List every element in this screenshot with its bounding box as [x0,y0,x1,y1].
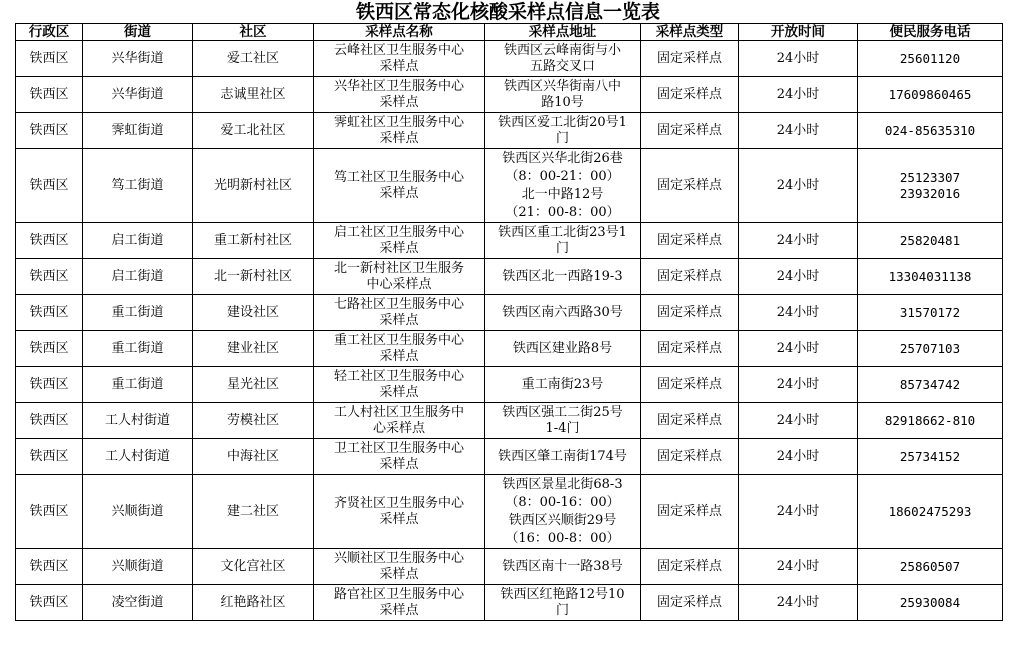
cell-site-name-line: 采样点 [379,348,419,364]
cell-community: 文化宫社区 [193,549,314,585]
cell-site-address-line: 门 [555,602,569,618]
cell-phone-line: 024-85635310 [884,122,976,138]
cell-community: 建设社区 [193,295,314,331]
cell-phone-line: 23932016 [899,185,961,201]
cell-site-name-line: 采样点 [379,94,419,110]
table-row [16,549,1003,585]
cell-open-hours: 24小时 [739,295,858,331]
table-row [16,77,1003,113]
cell-community: 爱工北社区 [193,113,314,149]
cell-site-name-line: 兴华社区卫生服务中心 [333,78,464,94]
cell-site-name-line: 兴顺社区卫生服务中心 [333,550,464,566]
cell-phone-line: 31570172 [899,304,961,320]
cell-site-type: 固定采样点 [641,331,739,367]
cell-district: 铁西区 [16,367,83,403]
cell-site-address-line: 五路交叉口 [529,58,595,74]
cell-site-address-line: 铁西区南十一路38号 [502,558,623,574]
cell-phone-line: 25707103 [899,340,961,356]
header-street: 街道 [83,24,193,41]
cell-community: 建业社区 [193,331,314,367]
cell-phone-line: 82918662-810 [884,412,976,428]
cell-site-address [485,549,641,585]
cell-open-hours: 24小时 [739,403,858,439]
cell-site-name [314,439,485,475]
cell-site-name-line: 采样点 [379,185,419,201]
cell-open-hours: 24小时 [739,77,858,113]
cell-site-type: 固定采样点 [641,223,739,259]
header-site-address: 采样点地址 [485,24,641,41]
cell-street: 兴华街道 [83,41,193,77]
cell-street: 工人村街道 [83,439,193,475]
cell-site-name [314,475,485,549]
cell-site-name-line: 笃工社区卫生服务中心 [333,169,464,185]
table-row [16,331,1003,367]
cell-site-address-line: 铁西区兴华北街26巷 [502,150,623,166]
cell-site-address-line: 北一中路12号 [521,186,604,202]
cell-district: 铁西区 [16,149,83,223]
cell-open-hours: 24小时 [739,41,858,77]
cell-district: 铁西区 [16,439,83,475]
table-row [16,149,1003,223]
cell-site-name-line: 采样点 [379,566,419,582]
cell-phone-line: 85734742 [899,376,961,392]
cell-phone [858,295,1003,331]
cell-site-type: 固定采样点 [641,41,739,77]
table-row [16,439,1003,475]
cell-site-name [314,367,485,403]
cell-site-address-line: 铁西区重工北街23号1 [498,224,627,240]
cell-site-type: 固定采样点 [641,149,739,223]
cell-site-address-line: 铁西区肇工南街174号 [498,448,627,464]
cell-site-address [485,41,641,77]
cell-phone-line: 25820481 [899,232,961,248]
cell-site-name-line: 采样点 [379,602,419,618]
cell-site-address-line: 铁西区建业路8号 [512,340,613,356]
cell-community: 建二社区 [193,475,314,549]
cell-phone [858,475,1003,549]
cell-community: 重工新村社区 [193,223,314,259]
cell-street: 工人村街道 [83,403,193,439]
cell-site-name [314,223,485,259]
cell-site-address [485,223,641,259]
cell-site-address [485,475,641,549]
cell-site-address-line: 铁西区强工二街25号 [502,404,623,420]
header-site-name: 采样点名称 [314,24,485,41]
cell-phone [858,367,1003,403]
table-row [16,403,1003,439]
cell-street: 霁虹街道 [83,113,193,149]
cell-site-name [314,41,485,77]
cell-site-name [314,259,485,295]
cell-site-address-line: 重工南街23号 [521,376,604,392]
cell-community: 星光社区 [193,367,314,403]
table-row [16,585,1003,621]
cell-open-hours: 24小时 [739,223,858,259]
table-row [16,259,1003,295]
cell-district: 铁西区 [16,403,83,439]
cell-community: 北一新村社区 [193,259,314,295]
cell-district: 铁西区 [16,77,83,113]
cell-phone [858,549,1003,585]
cell-community: 劳模社区 [193,403,314,439]
table-row [16,367,1003,403]
header-phone: 便民服务电话 [858,24,1003,41]
table-row [16,113,1003,149]
header-site-type: 采样点类型 [641,24,739,41]
cell-district: 铁西区 [16,331,83,367]
cell-site-name-line: 七路社区卫生服务中心 [333,296,464,312]
sampling-sites-table [15,23,1003,621]
cell-phone [858,149,1003,223]
cell-site-name [314,113,485,149]
cell-site-name-line: 采样点 [379,456,419,472]
cell-site-address-line: 铁西区南六西路30号 [502,304,623,320]
cell-site-name-line: 重工社区卫生服务中心 [333,332,464,348]
cell-open-hours: 24小时 [739,149,858,223]
cell-site-name-line: 路官社区卫生服务中心 [333,586,464,602]
cell-site-type: 固定采样点 [641,295,739,331]
cell-district: 铁西区 [16,585,83,621]
cell-site-address-line: 铁西区爱工北街20号1 [498,114,627,130]
cell-site-name [314,585,485,621]
cell-open-hours: 24小时 [739,549,858,585]
cell-phone-line: 25123307 [899,169,961,185]
cell-community: 爱工社区 [193,41,314,77]
cell-site-name-line: 采样点 [379,312,419,328]
cell-site-address-line: （21：00-8：00） [505,204,620,220]
cell-community: 中海社区 [193,439,314,475]
cell-phone [858,259,1003,295]
cell-site-address-line: （8：00-21：00） [505,168,620,184]
cell-site-address-line: 铁西区兴顺街29号 [508,512,617,528]
header-community: 社区 [193,24,314,41]
cell-street: 启工街道 [83,259,193,295]
cell-site-name-line: 采样点 [379,130,419,146]
cell-site-name [314,403,485,439]
cell-open-hours: 24小时 [739,439,858,475]
cell-site-name-line: 轻工社区卫生服务中心 [333,368,464,384]
cell-site-address [485,367,641,403]
cell-site-type: 固定采样点 [641,403,739,439]
cell-open-hours: 24小时 [739,585,858,621]
cell-phone-line: 13304031138 [888,268,972,284]
cell-site-address-line: 铁西区云峰南街与小 [503,42,621,58]
cell-phone [858,403,1003,439]
cell-phone [858,77,1003,113]
table-row [16,475,1003,549]
cell-street: 重工街道 [83,367,193,403]
cell-site-name [314,77,485,113]
cell-street: 兴顺街道 [83,549,193,585]
cell-site-type: 固定采样点 [641,77,739,113]
cell-district: 铁西区 [16,113,83,149]
cell-district: 铁西区 [16,549,83,585]
cell-site-type: 固定采样点 [641,367,739,403]
cell-phone-line: 17609860465 [888,86,972,102]
cell-street: 重工街道 [83,295,193,331]
cell-open-hours: 24小时 [739,331,858,367]
cell-site-type: 固定采样点 [641,259,739,295]
cell-phone-line: 18602475293 [888,503,972,519]
cell-site-name-line: 心采样点 [372,420,425,436]
cell-open-hours: 24小时 [739,475,858,549]
header-district: 行政区 [16,24,83,41]
cell-site-address-line: 铁西区景星北街68-3 [502,476,623,492]
cell-site-address [485,403,641,439]
cell-community: 红艳路社区 [193,585,314,621]
table-row [16,41,1003,77]
cell-site-name-line: 采样点 [379,240,419,256]
table-title: 铁西区常态化核酸采样点信息一览表 [355,1,660,23]
cell-site-name-line: 采样点 [379,511,419,527]
cell-district: 铁西区 [16,295,83,331]
cell-site-name [314,295,485,331]
cell-district: 铁西区 [16,41,83,77]
cell-site-address-line: 铁西区兴华街南八中 [503,78,621,94]
cell-phone [858,331,1003,367]
cell-site-address [485,113,641,149]
cell-community: 志诚里社区 [193,77,314,113]
cell-site-address-line: （8：00-16：00） [505,494,620,510]
cell-street: 兴华街道 [83,77,193,113]
cell-open-hours: 24小时 [739,367,858,403]
cell-site-name [314,149,485,223]
cell-site-type: 固定采样点 [641,549,739,585]
cell-site-address-line: 路10号 [541,94,584,110]
cell-site-address-line: 1-4门 [545,420,580,436]
cell-site-name-line: 云峰社区卫生服务中心 [333,42,464,58]
cell-site-name-line: 采样点 [379,384,419,400]
cell-site-name-line: 采样点 [379,58,419,74]
cell-open-hours: 24小时 [739,259,858,295]
cell-street: 笃工街道 [83,149,193,223]
cell-site-type: 固定采样点 [641,113,739,149]
cell-site-name-line: 卫工社区卫生服务中心 [333,440,464,456]
cell-community: 光明新村社区 [193,149,314,223]
cell-phone [858,113,1003,149]
cell-site-address-line: 铁西区红艳路12号10 [500,586,625,602]
cell-site-address [485,585,641,621]
cell-site-name-line: 工人村社区卫生服务中 [333,404,464,420]
cell-phone [858,41,1003,77]
cell-site-type: 固定采样点 [641,585,739,621]
cell-site-name-line: 启工社区卫生服务中心 [333,224,464,240]
cell-site-address-line: 铁西区北一西路19-3 [502,268,623,284]
cell-site-address [485,331,641,367]
cell-site-address [485,295,641,331]
cell-phone-line: 25601120 [899,50,961,66]
cell-site-name-line: 北一新村社区卫生服务 [333,260,464,276]
cell-site-address [485,259,641,295]
cell-site-type: 固定采样点 [641,439,739,475]
cell-phone [858,223,1003,259]
cell-district: 铁西区 [16,223,83,259]
header-row [16,24,1003,41]
cell-site-name [314,331,485,367]
cell-site-type: 固定采样点 [641,475,739,549]
cell-street: 兴顺街道 [83,475,193,549]
cell-district: 铁西区 [16,259,83,295]
cell-site-name [314,549,485,585]
cell-street: 重工街道 [83,331,193,367]
cell-phone-line: 25734152 [899,448,961,464]
cell-site-address [485,77,641,113]
cell-phone [858,439,1003,475]
table-row [16,223,1003,259]
cell-open-hours: 24小时 [739,113,858,149]
cell-site-address-line: 门 [555,130,569,146]
header-open-hours: 开放时间 [739,24,858,41]
cell-phone-line: 25930084 [899,594,961,610]
cell-site-address-line: 门 [555,240,569,256]
cell-site-address [485,439,641,475]
table-row [16,295,1003,331]
cell-site-name-line: 霁虹社区卫生服务中心 [333,114,464,130]
cell-street: 凌空街道 [83,585,193,621]
cell-site-name-line: 中心采样点 [366,276,432,292]
cell-site-address-line: （16：00-8：00） [505,530,620,546]
cell-site-name-line: 齐贤社区卫生服务中心 [333,495,464,511]
cell-site-address [485,149,641,223]
cell-phone-line: 25860507 [899,558,961,574]
cell-phone [858,585,1003,621]
cell-district: 铁西区 [16,475,83,549]
cell-street: 启工街道 [83,223,193,259]
